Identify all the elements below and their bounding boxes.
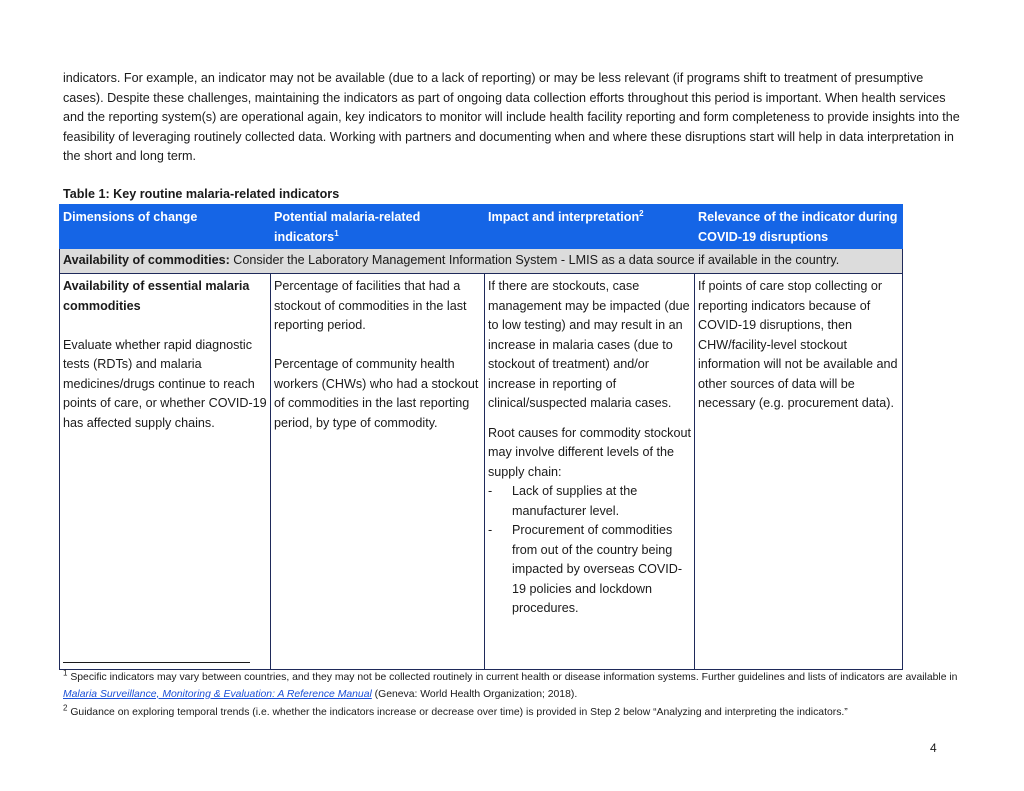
indicator-facility: Percentage of facilities that had a stockout of commodities in the last reporting period. xyxy=(274,279,467,332)
reference-manual-link[interactable]: Malaria Surveillance, Monitoring & Evaluation: A Reference Manual xyxy=(63,688,372,700)
cell-relevance xyxy=(695,274,903,670)
footnote-ref-2[interactable]: 2 xyxy=(639,208,644,218)
header-relevance: Relevance of the indicator during COVID-19 disruptions xyxy=(695,205,903,249)
footnote-divider xyxy=(63,662,250,663)
intro-paragraph: indicators. For example, an indicator may not be available (due to a lack of reporting) or may be less relevant (if programs shift to treatment of presumptive cases). Despite these challenges, maintaining the indicators as part of ongoing data collection efforts throughout this period is important. When health services and the reporting system(s) are operational again, key indicators to monitor will include health facility reporting and form completeness to provide insights into the feasibility of leveraging routinely collected data. Working with partners and documenting when and where these disruptions start will help in data interpretation in the short and long term. xyxy=(63,71,960,163)
section-cell xyxy=(60,249,903,274)
cell-indicators xyxy=(271,274,485,670)
root-causes-text: Root causes for commodity stockout may involve different levels of the supply chain: xyxy=(488,425,691,479)
table-header-row xyxy=(60,205,903,249)
dimension-title: Availability of essential malaria commodities xyxy=(63,279,250,313)
indicator-chw: Percentage of community health workers (CHWs) who had a stockout of commodities in the last reporting period, by type of commodity. xyxy=(274,357,479,430)
header-impact: Impact and interpretation$^2$ xyxy=(485,205,695,249)
header-indicators: Potential malaria-related indicators$^1$ xyxy=(271,205,485,249)
section-row xyxy=(60,249,903,274)
indicators-table xyxy=(59,204,903,670)
dash-bullet: - xyxy=(488,523,493,537)
footnote-ref-1[interactable]: 1 xyxy=(334,228,339,238)
cell-dimension xyxy=(60,274,271,670)
table-row xyxy=(60,274,903,670)
footnote-2: $^2$ Guidance on exploring temporal trends (i.e. whether the indicators increase or decrease over time) is provided in Step 2 below “Analyzing and interpreting the indicators.” xyxy=(63,703,848,718)
page-number: 4 xyxy=(930,741,937,755)
list-item: - Procurement of commodities from out of the country being impacted by overseas COVID-19 policies and lockdown procedures. xyxy=(488,523,683,615)
header-dimensions: Dimensions of change xyxy=(60,205,271,249)
section-label: Availability of commodities: xyxy=(63,253,230,267)
dash-bullet: - xyxy=(488,484,493,498)
section-text: Consider the Laboratory Management Information System - LMIS as a data source if available in the country. xyxy=(229,253,840,267)
impact-text: If there are stockouts, case management may be impacted (due to low testing) and may result in an increase in malaria cases (due to stockout of treatment) and/or increase in reporting of clinical/suspected malaria cases. xyxy=(488,279,690,410)
relevance-text: If points of care stop collecting or reporting indicators because of COVID-19 disruptions, then CHW/facility-level stockout information will not be available and other sources of data will be necessary (e.g. procurement data). xyxy=(698,279,898,410)
root-causes-list xyxy=(488,482,691,619)
table-caption: Table 1: Key routine malaria-related indicators xyxy=(63,187,340,201)
footnote-1: $^1$ Specific indicators may vary between countries, and they may not be collected routinely in current health or disease information systems. Further guidelines and lists of indicators are available in Malaria Surveillance, Monitoring & Evaluation: A Reference Manual (Geneva: World Health Organization; 2018). xyxy=(63,668,958,700)
list-item: - Lack of supplies at the manufacturer level. xyxy=(488,484,638,518)
cell-impact xyxy=(485,274,695,670)
dimension-description: Evaluate whether rapid diagnostic tests (RDTs) and malaria medicines/drugs continue to reach points of care, or whether COVID-19 has affected supply chains. xyxy=(63,337,267,430)
